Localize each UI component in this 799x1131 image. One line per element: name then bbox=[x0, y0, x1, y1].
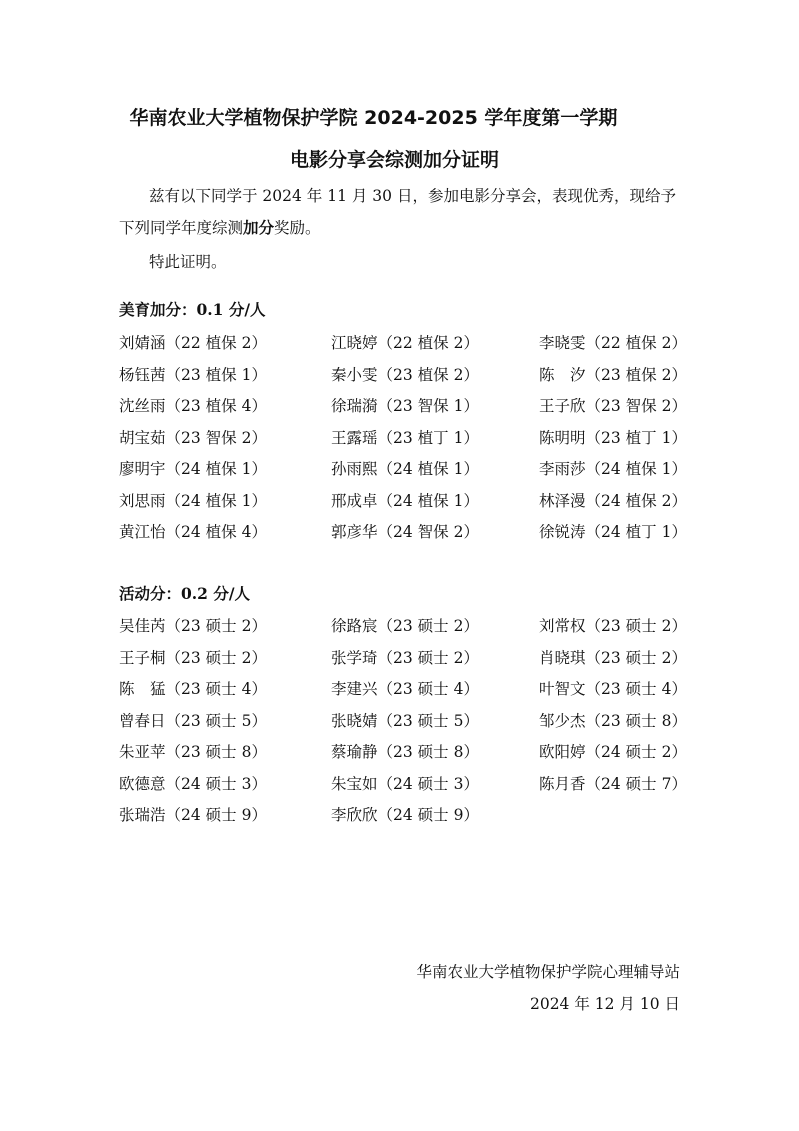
list-row bbox=[119, 426, 689, 458]
student-entry: 王露瑶（23 植丁 1） bbox=[331, 428, 479, 447]
student-entry: 陈 猛（23 硕士 4） bbox=[119, 680, 267, 698]
student-entry: 王子桐（23 硕士 2） bbox=[119, 648, 267, 667]
student-entry: 张瑞浩（24 硕士 9） bbox=[119, 806, 267, 824]
student-entry: 刘常权（23 硕士 2） bbox=[539, 617, 687, 635]
list-row bbox=[119, 520, 689, 552]
list-row bbox=[119, 677, 689, 709]
student-entry: 叶智文（23 硕士 4） bbox=[539, 680, 687, 698]
list-row bbox=[119, 457, 689, 489]
student-entry: 朱亚苹（23 硕士 8） bbox=[119, 743, 267, 761]
list-row bbox=[119, 394, 689, 426]
student-entry: 胡宝茹（23 智保 2） bbox=[119, 428, 267, 447]
student-entry: 朱宝如（24 硕士 3） bbox=[331, 774, 479, 793]
student-entry: 陈明明（23 植丁 1） bbox=[539, 428, 687, 447]
student-entry: 陈月香（24 硕士 7） bbox=[539, 774, 687, 793]
student-entry: 陈 汐（23 植保 2） bbox=[539, 365, 687, 384]
student-entry: 邢成卓（24 植保 1） bbox=[331, 491, 479, 510]
intro-paragraph-line1: 兹有以下同学于 2024 年 11 月 30 日，参加电影分享会，表现优秀，现给予 bbox=[149, 187, 676, 205]
section-activity-list bbox=[119, 614, 689, 835]
section-activity-title: 活动分：0.2 分/人 bbox=[119, 584, 251, 603]
student-entry: 蔡瑜静（23 硕士 8） bbox=[331, 743, 479, 761]
list-row bbox=[119, 489, 689, 521]
list-row bbox=[119, 331, 689, 363]
student-entry: 李欣欣（24 硕士 9） bbox=[331, 806, 479, 824]
student-entry: 林泽漫（24 植保 2） bbox=[539, 491, 687, 510]
section-aesthetic-title: 美育加分：0.1 分/人 bbox=[119, 300, 266, 319]
student-entry: 沈丝雨（23 植保 4） bbox=[119, 397, 267, 415]
student-entry: 张晓婧（23 硕士 5） bbox=[331, 711, 479, 730]
student-entry: 刘婧涵（22 植保 2） bbox=[119, 334, 267, 352]
student-entry: 孙雨熙（24 植保 1） bbox=[331, 460, 479, 478]
intro-text-c: 奖励。 bbox=[274, 219, 321, 237]
student-entry: 李晓雯（22 植保 2） bbox=[539, 334, 687, 352]
student-entry: 徐瑞漪（23 智保 1） bbox=[331, 397, 479, 415]
student-entry: 肖晓琪（23 硕士 2） bbox=[539, 648, 687, 667]
student-entry: 王子欣（23 智保 2） bbox=[539, 397, 687, 415]
list-row bbox=[119, 803, 689, 835]
signature-date: 2024 年 12 月 10 日 bbox=[529, 995, 680, 1013]
list-row bbox=[119, 646, 689, 678]
student-entry: 欧德意（24 硕士 3） bbox=[119, 774, 267, 793]
student-entry: 邹少杰（23 硕士 8） bbox=[539, 711, 687, 730]
student-entry: 江晓婷（22 植保 2） bbox=[331, 334, 479, 352]
student-entry: 徐路宸（23 硕士 2） bbox=[331, 617, 479, 635]
intro-text-bold: 加分 bbox=[243, 218, 275, 237]
student-entry: 吴佳芮（23 硕士 2） bbox=[119, 617, 267, 635]
list-row bbox=[119, 614, 689, 646]
student-entry: 曾春日（23 硕士 5） bbox=[119, 711, 267, 730]
student-entry: 秦小雯（23 植保 2） bbox=[331, 365, 479, 384]
document-title-line1: 华南农业大学植物保护学院 2024-2025 学年度第一学期 bbox=[129, 107, 618, 129]
student-entry: 李建兴（23 硕士 4） bbox=[331, 680, 479, 698]
signature-organization: 华南农业大学植物保护学院心理辅导站 bbox=[416, 963, 680, 981]
list-row bbox=[119, 363, 689, 395]
student-entry: 郭彦华（24 智保 2） bbox=[331, 523, 479, 541]
student-entry: 刘思雨（24 植保 1） bbox=[119, 491, 267, 510]
section-aesthetic-list bbox=[119, 331, 689, 552]
certify-text: 特此证明。 bbox=[149, 253, 227, 271]
student-entry: 杨钰茜（23 植保 1） bbox=[119, 365, 267, 384]
student-entry: 廖明宇（24 植保 1） bbox=[119, 460, 267, 478]
student-entry: 张学琦（23 硕士 2） bbox=[331, 648, 479, 667]
list-row bbox=[119, 709, 689, 741]
document-title-line2: 电影分享会综测加分证明 bbox=[289, 149, 499, 171]
list-row bbox=[119, 740, 689, 772]
intro-paragraph-line2 bbox=[119, 216, 679, 240]
list-row bbox=[119, 772, 689, 804]
student-entry: 徐锐涛（24 植丁 1） bbox=[539, 523, 687, 541]
student-entry: 欧阳婷（24 硕士 2） bbox=[539, 743, 687, 761]
student-entry: 黄江怡（24 植保 4） bbox=[119, 523, 267, 541]
intro-text-a: 下列同学年度综测 bbox=[119, 219, 244, 237]
student-entry: 李雨莎（24 植保 1） bbox=[539, 460, 687, 478]
